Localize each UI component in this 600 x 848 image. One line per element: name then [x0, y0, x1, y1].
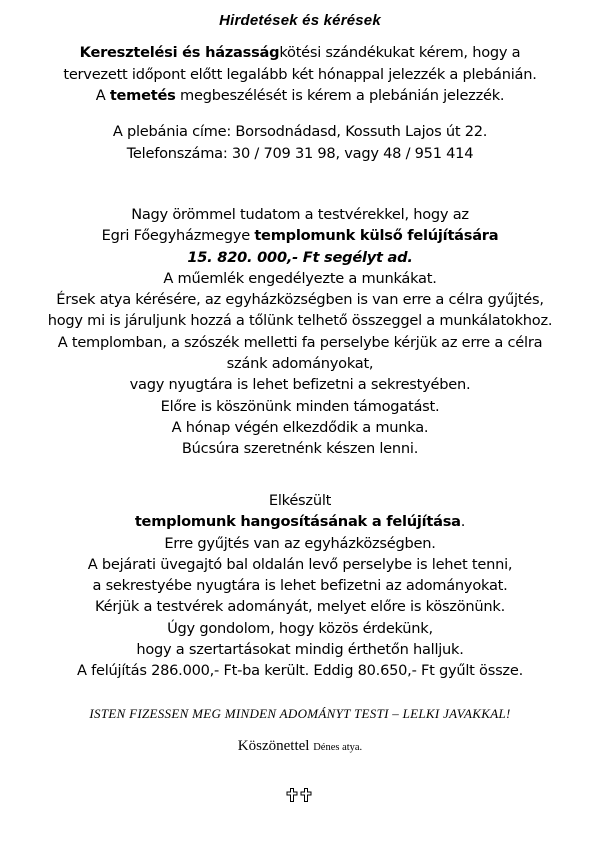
notice-line — [0, 85, 600, 107]
grant-amount: 15. 820. 000,- Ft segélyt ad. — [187, 248, 413, 266]
notice-line — [0, 511, 600, 532]
cross-icon — [287, 789, 297, 802]
notice-line: szánk adományokat, — [226, 355, 374, 373]
notice-line: A műemlék engedélyezte a munkákat. — [163, 269, 437, 287]
notice-line: A templomban, a szószék melletti fa perselybe kérjük az erre a célra — [57, 333, 543, 351]
notice-line: Elkészült — [268, 492, 332, 509]
donation-total: A felújítás 286.000,- Ft-ba került. Eddig 80.650,- Ft gyűlt össze. — [77, 662, 523, 680]
notice-line: A hónap végén elkezdődik a munka. — [171, 418, 429, 436]
text: Egri Főegyházmegye — [101, 227, 255, 245]
parish-contact — [0, 121, 600, 164]
bold-text: templomunk hangosításának a felújítása — [134, 513, 461, 531]
notice-line: vagy nyugtára is lehet befizetni a sekrestyében. — [129, 376, 471, 394]
notice-line: Nagy örömmel tudatom a testvérekkel, hogy az — [131, 206, 469, 223]
closing-signature — [0, 738, 600, 755]
bold-text: temetés — [109, 87, 176, 105]
text: kötési szándékukat kérem, hogy a — [279, 44, 521, 61]
notice-line: hogy a szertartásokat mindig érthetőn halljuk. — [136, 641, 464, 659]
bold-text: Keresztelési és házasság — [79, 44, 280, 61]
notice-line — [0, 42, 600, 64]
notice-line: Úgy gondolom, hogy közös érdekünk, — [167, 619, 433, 637]
parish-phone: Telefonszáma: 30 / 709 31 98, vagy 48 / 951 414 — [126, 144, 474, 162]
text: megbeszélését is kérem a plebánián jelezzék. — [175, 87, 505, 105]
notice-line: Erre gyűjtés van az egyházközségben. — [164, 534, 436, 552]
notice-line: Kérjük a testvérek adományát, melyet előre is köszönünk. — [95, 598, 505, 616]
notice-line: Búcsúra szeretnénk készen lenni. — [181, 440, 419, 458]
bold-text: templomunk külső felújítására — [254, 227, 499, 245]
notice-line: A bejárati üvegajtó bal oldalán levő perselybe is lehet tenni, — [87, 555, 513, 573]
sound-system-notice — [0, 490, 600, 682]
blessing-text: ISTEN FIZESSEN MEG MINDEN ADOMÁNYT TESTI – LELKI JAVAKKAL! — [89, 706, 511, 721]
double-cross-icon — [286, 788, 314, 802]
thanks-word: Köszönettel — [237, 738, 310, 754]
notice-line: hogy mi is járuljunk hozzá a tőlünk telhető összeggel a munkálatokhoz. — [47, 312, 553, 330]
notice-line: Érsek atya kérésére, az egyházközségben is van erre a célra gyűjtés, — [56, 291, 544, 309]
church-renovation-notice — [0, 204, 600, 460]
notice-line: tervezett időpont előtt legalább két hónappal jelezzék a plebánián. — [63, 65, 537, 83]
notice-line — [0, 225, 600, 246]
cross-icon — [301, 789, 311, 802]
parish-address: A plebánia címe: Borsodnádasd, Kossuth Lajos út 22. — [112, 123, 488, 140]
page-title: Hirdetések és kérések — [219, 12, 381, 29]
notice-line: Előre is köszönünk minden támogatást. — [160, 397, 440, 415]
baptism-marriage-funeral-notice — [0, 42, 600, 107]
signature-name: Dénes atya. — [313, 742, 363, 753]
text: . — [460, 513, 466, 531]
text: A — [95, 87, 110, 105]
notice-line: a sekrestyébe nyugtára is lehet befizetni az adományokat. — [92, 577, 508, 595]
